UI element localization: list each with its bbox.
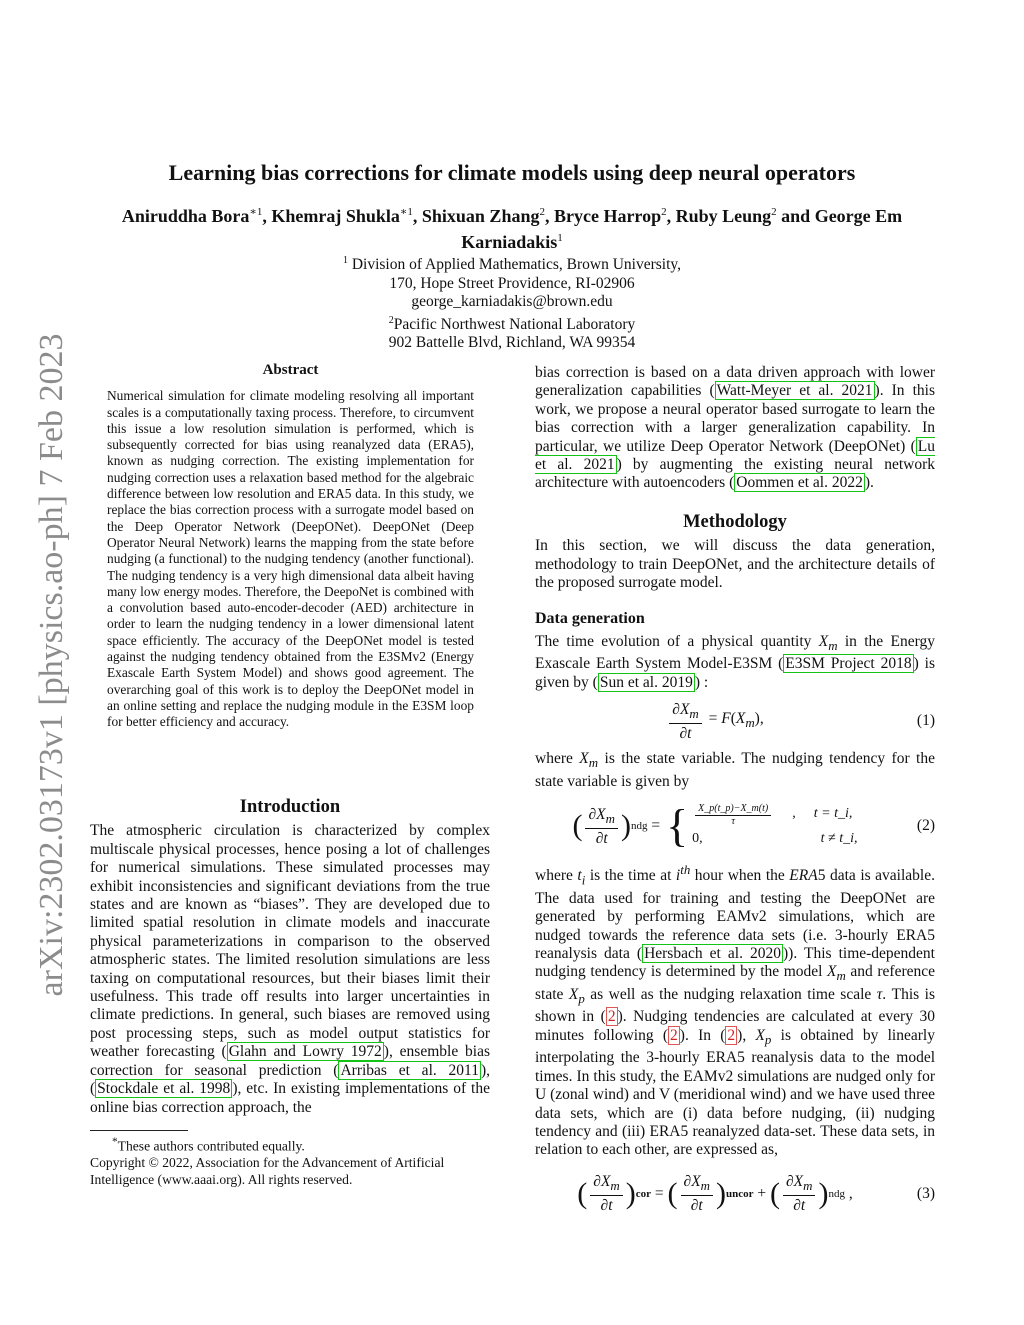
equation-ref-link[interactable]: 2 [670,1026,678,1044]
author-mark: 2 [539,206,545,218]
author-name: Ruby Leung [675,206,772,226]
equation-2: ( $\frac{\partial X_m}{\partial t}$ ) ndg = { $\frac{X\_p(t\_p)-X\_m(t)}{\tau}$ , t = t_i, 0, t ≠ t_i, (2) [572,800,935,852]
equation-3: ( $\frac{\partial X_m}{\partial t}$ ) cor = ( $\frac{\partial X_m}{\partial t}$ ) uncor + ( $\frac{\partial X_m}{\partial t}$ ) ndg , (3) [577,1173,935,1215]
citation-link[interactable]: Oommen et al. 2022 [736,474,863,492]
citation-link[interactable]: Watt-Meyer et al. 2021 [716,382,873,400]
equation-number: (1) [916,711,935,729]
citation-link[interactable]: Glahn and Lowry 1972 [228,1043,382,1061]
right-column [535,364,935,1228]
nudging-text: where $t_i$ is the time at $i^{th}$ hour when the ERA5 data is available. The data used for training and testing the DeepONet are generated by performing EAMv2 simulations, which are nudged towards the reference data sets (i.e. 3-hourly ERA5 reanalysis data ( Hersbach et al. 2020 )). This time-dependent nudging tendency is determined by the model $X_m$ and reference state $X_p$ as well as the nudging relaxation time scale τ. This is shown in ( 2 ). Nudging tendencies are calculated at every 30 minutes following ( 2 ). In ( 2 ), $X_p$ is obtained by linearly interpolating the 3-hourly ERA5 reanalysis data to the model times. In this study, the EAMv2 simulations are nudged only for U (zonal wind) and V (meridional wind) and we have used three data sets, which are (i) data before nudging, (ii) nudging tendency and (iii) ERA5 reanalyzed data-set. These data sets, in relation to each other, are expressed as, [535,862,935,1159]
arxiv-id: arXiv:2302.03173v1 [physics.ao-ph] 7 Feb 2023 [33,333,70,997]
citation-link[interactable]: Stockdale et al. 1998 [97,1080,231,1098]
abstract-section [107,362,474,731]
author-name: Bryce Harrop [553,206,662,226]
footnote-rule [90,1130,188,1131]
abstract-heading: Abstract [262,362,319,378]
author-mark: 2 [771,206,777,218]
equation-explanation: where $X_m$ is the state variable. The nudging tendency for the state variable is given by [535,750,935,790]
author-name: Aniruddha Bora [121,206,250,226]
affiliation-line: Pacific Northwest National Laboratory [393,315,636,333]
affiliations: $^1$ Division of Applied Mathematics, Brown University, 170, Hope Street Providence, RI-02906 george_karniadakis@brown.edu $^2$Pacific Northwest National Laboratory 902 Battelle Blvd, Richland, WA 99354 [200,252,824,353]
paper-title: Learning bias corrections for climate models using deep neural operators [168,160,856,185]
author-name: Khemraj Shukla [271,206,400,226]
author-email: george_karniadakis@brown.edu [411,293,613,311]
abstract-text: Numerical simulation for climate modeling resolving all important scales is a computationally taxing process. Therefore, to circumvent this issue a low resolution simulation is performed, which is subsequently corrected for bias using reanalyzed data (ERA5), known as nudging correction. The existing implementation for nudging correction uses a relaxation based method for the algebraic difference between low resolution and ERA5 data. In this study, we replace the bias correction process with a surrogate model based on the Deep Operator Network (DeepONet). DeepONet (Deep Operator Neural Network) learns the mapping from the state before nudging (a functional) to the nudging tendency (another functional). The nudging tendency is a very high dimensional data albeit having many low energy modes. Therefore, the DeepoNet is combined with a convolution based auto-encoder-decoder (AED) architecture in order to learn the nudging tendency in a lower dimensional latent space efficiently. The accuracy of the DeepONet model is tested against the nudging tendency obtained from the E3SMv2 (Energy Exascale Earth System Model) and shows good agreement. The overarching goal of this work is to deploy the DeepONet model in an online setting and replace the nudging module in the E3SM loop for better efficiency and accuracy. [107,388,474,730]
intro-continued-text: bias correction is based on a data driven approach with lower generalization capabilities ( Watt-Meyer et al. 2021 ). In this work, we propose a neural operator based surrogate to learn the bias correction with a larger generalization capability. In particular, we utilize Deep Operator Network (DeepONet) ( Lu et al. 2021 ) by augmenting the existing neural network architecture with autoencoders ( Oommen et al. 2022 ). [535,364,935,492]
author-name: George Em Karniadakis [461,206,903,252]
author-mark: ∗1 [249,206,263,218]
equation-ref-link[interactable]: 2 [607,1008,616,1026]
equation-ref-link[interactable]: 2 [727,1026,736,1044]
citation-link[interactable]: Arribas et al. 2011 [340,1061,479,1079]
citation-link[interactable]: Hersbach et al. 2020 [644,944,781,962]
copyright-text: Copyright © 2022, Association for the Advancement of Artificial Intelligence (www.aaai.org). All rights reserved. [90,1155,445,1187]
equation-1: $\frac{\partial X_m}{\partial t}$ = $F(X_m)$, (1) [535,696,935,746]
introduction-heading: Introduction [239,797,341,817]
author-mark: ∗1 [399,206,413,218]
equation-number: (3) [916,1184,935,1202]
methodology-text: In this section, we will discuss the data generation, methodology to train DeepONet, and the architecture details of the proposed surrogate model. [535,537,935,592]
footnote-text: These authors contributed equally. [117,1138,305,1154]
introduction-section [90,798,490,1117]
affiliation-line: 170, Hope Street Providence, RI-02906 [389,274,635,292]
footnote: *These authors contributed equally. Copyright © 2022, Association for the Advancement of Artificial Intelligence (www.aaai.org). All rights reserved. [90,1130,490,1188]
data-generation-text: The time evolution of a physical quantity $X_m$ in the Energy Exascale Earth System Model-E3SM ( E3SM Project 2018 ) is given by ( Sun et al. 2019 ) : [535,632,936,691]
citation-link[interactable]: Sun et al. 2019 [599,673,693,691]
data-generation-heading: Data generation [535,610,645,628]
introduction-text: The atmospheric circulation is characterized by complex multiscale physical processes, hence posing a lot of challenges for numerical simulations. These simulated processes may exhibit inconsistencies and significant deviations from the true states and are known as “biases”. They are developed due to limited spatial resolution in climate models and inaccurate physical parameterizations in comparison to the observed atmospheric states. The limited resolution simulations are less taxing on computational resources, but their biases limit their usefulness. This trade off results into larger uncertainties in climate predictions. In general, such biases are removed using post processing steps, such as model output statistics for weather forecasting ( Glahn and Lowry 1972 ), ensemble bias correction for seasonal prediction ( Arribas et al. 2011 ), ( Stockdale et al. 1998 ), etc. In existing implementations of the online bias correction approach, the [90,822,490,1116]
citation-link[interactable]: Lu et al. 2021 [535,437,935,474]
citation-link[interactable]: E3SM Project 2018 [785,655,912,673]
affiliation-line: 902 Battelle Blvd, Richland, WA 99354 [388,334,636,352]
arxiv-sidebar [30,320,74,1010]
author-mark: 2 [661,206,667,218]
author-name: Shixuan Zhang [421,206,540,226]
equation-number: (2) [916,816,935,834]
author-list: Aniruddha Bora$^{∗1}$, Khemraj Shukla$^{∗1}$, Shixuan Zhang$^2$, Bryce Harrop$^2$, Ruby Leung$^2$ and George Em Karniadakis$^1$ [121,206,903,252]
affiliation-line: Division of Applied Mathematics, Brown University, [351,256,682,274]
methodology-heading: Methodology [683,511,787,532]
author-mark: 1 [557,232,563,244]
